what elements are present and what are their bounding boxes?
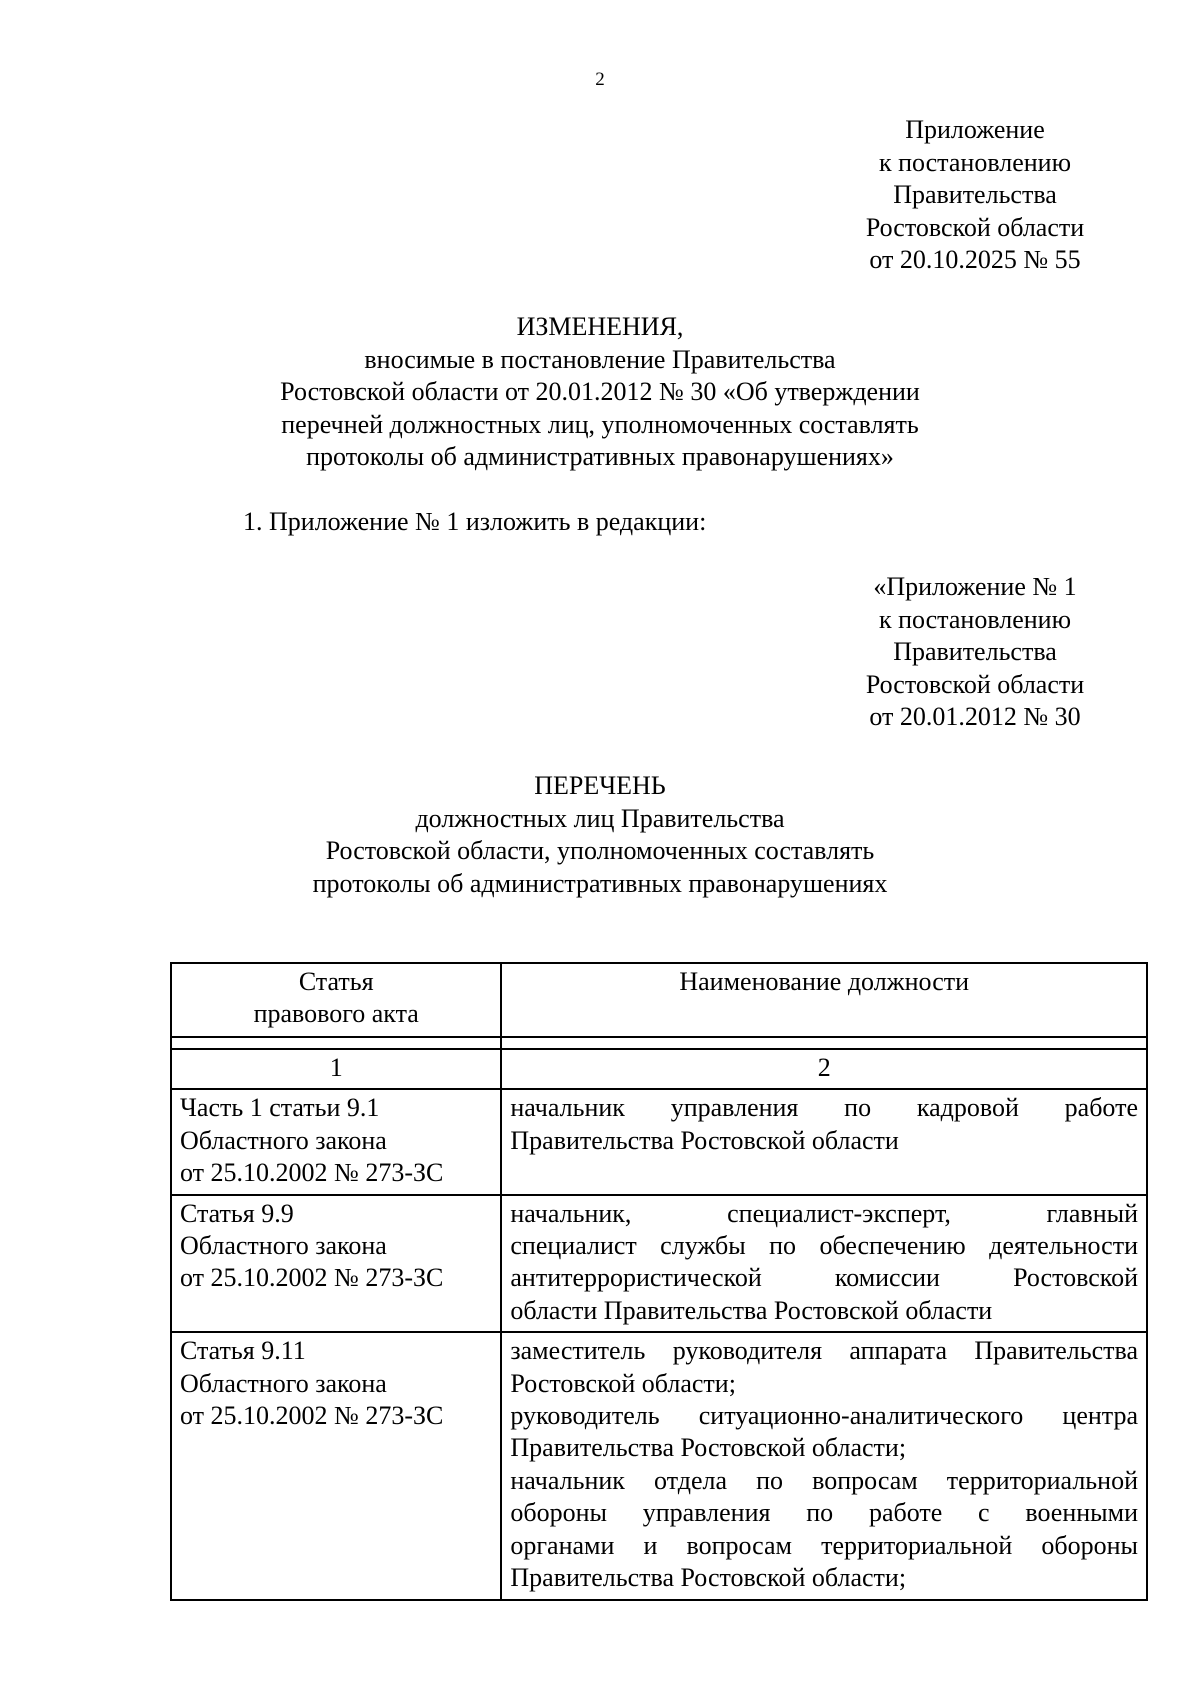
article-line: от 25.10.2002 № 273-ЗС bbox=[180, 1158, 444, 1188]
officials-table bbox=[170, 962, 1148, 1601]
item-1: 1. Приложение № 1 изложить в редакции: bbox=[243, 507, 707, 536]
list-title-line: должностных лиц Правительства bbox=[415, 803, 785, 833]
article-line: Областного закона bbox=[180, 1368, 387, 1398]
list-title bbox=[0, 770, 1200, 900]
header-article-line: правового акта bbox=[253, 999, 419, 1029]
stamp-line: от 20.01.2012 № 30 bbox=[869, 702, 1081, 731]
article-cell bbox=[171, 1089, 501, 1194]
article-line: Статья 9.11 bbox=[180, 1336, 306, 1366]
article-line: Областного закона bbox=[180, 1125, 387, 1155]
article-line: от 25.10.2002 № 273-ЗС bbox=[180, 1263, 444, 1293]
position-line: заместитель руководителя аппарата Правительства bbox=[510, 1336, 1138, 1366]
changes-title-line: перечней должностных лиц, уполномоченных составлять bbox=[281, 409, 919, 439]
position-line: Правительства Ростовской области; bbox=[510, 1563, 907, 1593]
position-line: органами и вопросам территориальной обороны bbox=[510, 1530, 1138, 1560]
changes-title bbox=[0, 311, 1200, 474]
stamp-line: к постановлению bbox=[878, 147, 1072, 177]
table-row bbox=[171, 1195, 1147, 1333]
position-line: специалист службы по обеспечению деятельности bbox=[510, 1231, 1138, 1261]
changes-title-line: вносимые в постановление Правительства bbox=[364, 344, 836, 374]
changes-title-line: Ростовской области от 20.01.2012 № 30 «Об утверждении bbox=[280, 377, 920, 406]
header-article bbox=[171, 963, 501, 1037]
table-row bbox=[171, 1089, 1147, 1194]
header-position: Наименование должности bbox=[501, 963, 1147, 1037]
position-line: антитеррористической комиссии Ростовской bbox=[510, 1263, 1138, 1293]
appendix1-stamp bbox=[790, 571, 1160, 734]
position-line: Ростовской области; bbox=[510, 1368, 736, 1398]
article-cell bbox=[171, 1195, 501, 1333]
article-line: Статья 9.9 bbox=[180, 1198, 294, 1228]
stamp-line: Правительства bbox=[893, 637, 1057, 666]
article-line: Областного закона bbox=[180, 1231, 387, 1261]
position-cell bbox=[501, 1195, 1147, 1333]
stamp-line: Приложение bbox=[905, 115, 1045, 144]
position-line: начальник, специалист-эксперт, главный bbox=[510, 1198, 1138, 1228]
column-number-row bbox=[171, 1049, 1147, 1089]
stamp-line: Ростовской области bbox=[865, 212, 1085, 242]
page-number: 2 bbox=[595, 69, 605, 90]
position-cell bbox=[501, 1089, 1147, 1194]
stamp-line: к постановлению bbox=[878, 604, 1072, 634]
position-line: начальник управления по кадровой работе bbox=[510, 1093, 1138, 1123]
stamp-line: «Приложение № 1 bbox=[873, 572, 1077, 601]
position-line: Правительства Ростовской области; bbox=[510, 1433, 907, 1463]
stamp-line: от 20.10.2025 № 55 bbox=[869, 245, 1081, 274]
position-line: Правительства Ростовской области bbox=[510, 1125, 899, 1155]
position-line: руководитель ситуационно-аналитического центра bbox=[510, 1401, 1138, 1431]
column-number: 1 bbox=[171, 1049, 501, 1089]
list-title-line: протоколы об административных правонарушениях bbox=[312, 868, 888, 898]
list-heading: ПЕРЕЧЕНЬ bbox=[534, 771, 666, 800]
article-cell bbox=[171, 1332, 501, 1599]
position-line: области Правительства Ростовской области bbox=[510, 1295, 993, 1325]
appendix-stamp bbox=[790, 114, 1160, 277]
stamp-line: Правительства bbox=[893, 180, 1057, 209]
changes-heading: ИЗМЕНЕНИЯ, bbox=[516, 312, 684, 341]
article-line: от 25.10.2002 № 273-ЗС bbox=[180, 1401, 444, 1431]
header-article-line: Статья bbox=[298, 967, 374, 996]
column-number: 2 bbox=[501, 1049, 1147, 1089]
position-line: начальник отдела по вопросам территориальной bbox=[510, 1465, 1138, 1495]
position-line: обороны управления по работе с военными bbox=[510, 1498, 1138, 1528]
changes-title-line: протоколы об административных правонарушениях» bbox=[306, 442, 894, 471]
list-title-line: Ростовской области, уполномоченных составлять bbox=[325, 836, 875, 865]
article-line: Часть 1 статьи 9.1 bbox=[180, 1093, 380, 1123]
stamp-line: Ростовской области bbox=[865, 669, 1085, 699]
table-row bbox=[171, 1332, 1147, 1599]
table-header-row bbox=[171, 963, 1147, 1037]
position-cell bbox=[501, 1332, 1147, 1599]
